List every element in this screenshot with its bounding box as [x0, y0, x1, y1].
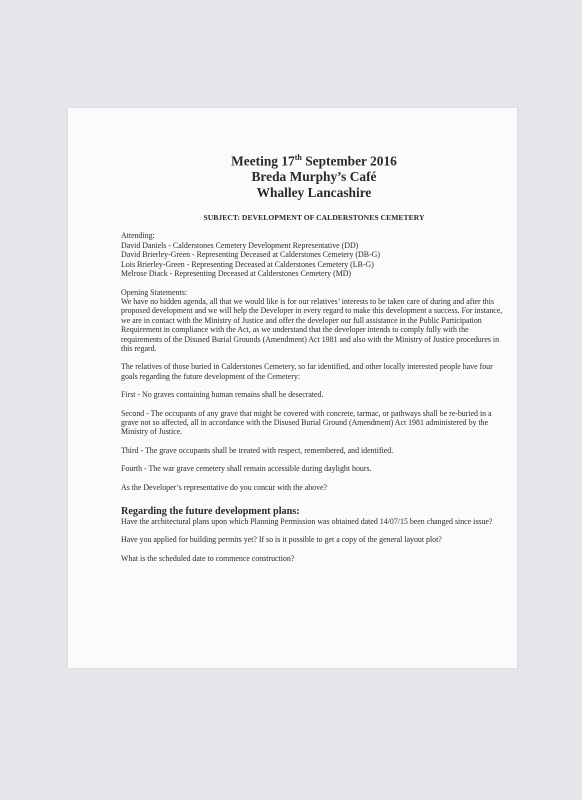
goal-second: Second - The occupants of any grave that might be covered with concrete, tarmac, or pathways shall be re-buried in a grave not so affected, all in accordance with the Disused Burial Ground (Amendment) Act 1981 administered by the Ministry of Justice. — [121, 408, 492, 437]
goal-third: Third - The grave occupants shall be treated with respect, remembered, and identified. — [121, 445, 394, 455]
plans-heading: Regarding the future development plans: — [121, 506, 300, 517]
attendee: Lois Brierley-Green - Representing Deceased at Calderstones Cemetery (LB-G) — [121, 259, 374, 269]
plans-question: What is the scheduled date to commence construction? — [121, 553, 295, 563]
meeting-date-prefix: Meeting 17 — [231, 153, 295, 169]
subject-line: SUBJECT: DEVELOPMENT OF CALDERSTONES CEMETERY — [203, 213, 425, 223]
meeting-venue: Breda Murphy’s Café — [251, 169, 377, 185]
attending-section — [121, 231, 507, 278]
meeting-location: Whalley Lancashire — [256, 185, 372, 201]
opening-statements — [121, 288, 507, 354]
meeting-document — [121, 150, 507, 563]
attendee: David Brierley-Green - Representing Deceased at Calderstones Cemetery (DB-G) — [121, 250, 380, 260]
date-ordinal: th — [294, 153, 302, 162]
meeting-title — [121, 150, 507, 169]
opening-label: Opening Statements: — [121, 287, 187, 297]
goal-first: First - No graves containing human remains shall be desecrated. — [121, 390, 324, 400]
attendee: David Daniels - Calderstones Cemetery Development Representative (DD) — [121, 240, 359, 250]
relatives-paragraph: The relatives of those buried in Calderstones Cemetery, so far identified, and other locally interested people have four goals regarding the future development of the Cemetery: — [121, 362, 493, 381]
attendee: Melrose Diack - Representing Deceased at Calderstones Cemetery (MD) — [121, 269, 352, 279]
opening-text: We have no hidden agenda, all that we would like is for our relatives’ interests to be taken care of during and after this proposed development and we will help the Developer in every regard to make this development a success. For instance, we are in contact with the Ministry of Justice and offer the developer our full assistance in the Public Participation Requirement in compliance with the Act, as we understand that the developer intends to comply fully with the requirements of the Disused Burial Grounds (Amendment) Act 1981 and also with the Ministry of Justice procedures in this regard. — [121, 296, 503, 353]
meeting-date-suffix: September 2016 — [301, 153, 397, 169]
plans-question: Have the architectural plans upon which Planning Permission was obtained dated 14/07/15 been changed since issue? — [121, 517, 493, 526]
attending-label: Attending: — [121, 231, 155, 241]
concur-question: As the Developer’s representative do you concur with the above? — [121, 482, 328, 492]
goal-fourth: Fourth - The war grave cemetery shall remain accessible during daylight hours. — [121, 464, 372, 474]
plans-question: Have you applied for building permits yet? If so is it possible to get a copy of the general layout plot? — [121, 535, 442, 545]
